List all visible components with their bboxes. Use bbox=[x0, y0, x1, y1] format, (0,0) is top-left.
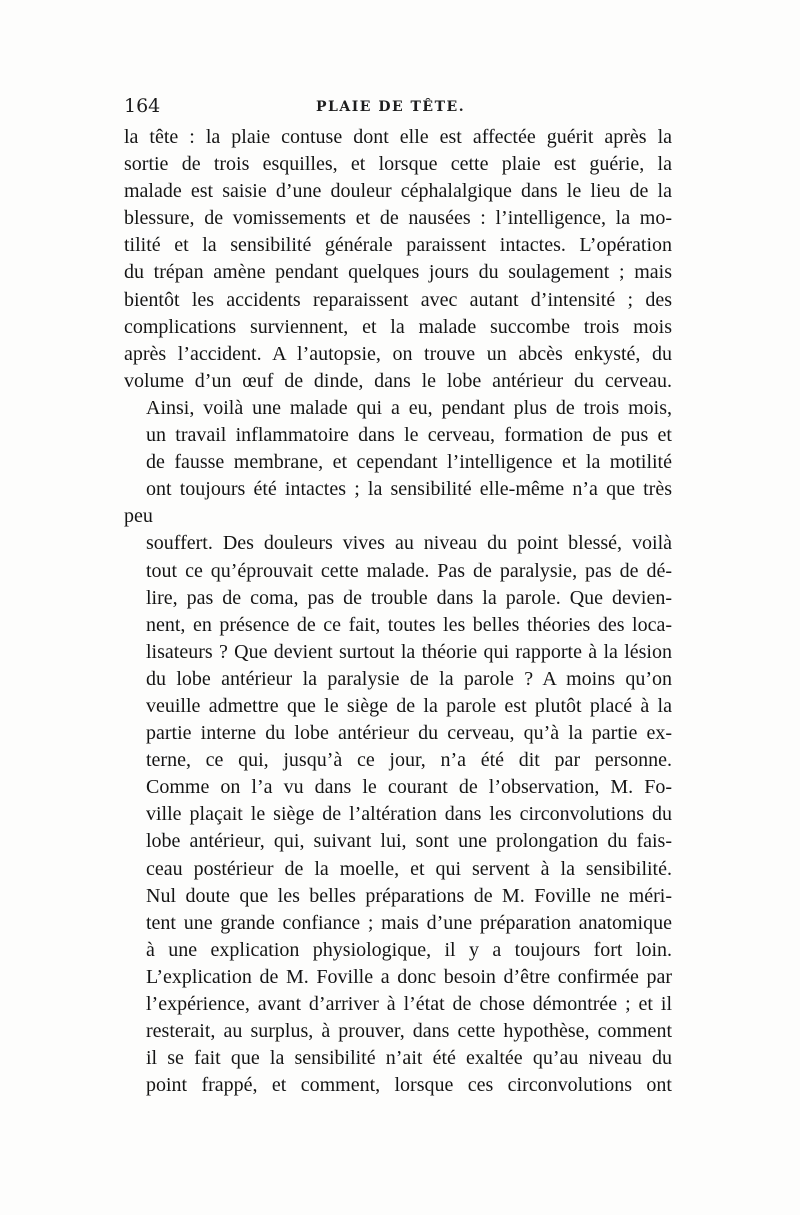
text-line: du trépan amène pendant quelques jours du soulagement ; mais bbox=[124, 261, 672, 284]
text-line: tent une grande confiance ; mais d’une préparation anatomique bbox=[146, 911, 672, 934]
text-line: point frappé, et comment, lorsque ces circonvolutions ont bbox=[146, 1074, 672, 1097]
paragraph-3-lines bbox=[124, 774, 672, 882]
text-line: lobe antérieur, qui, suivant lui, sont une prolongation du fais- bbox=[146, 830, 672, 853]
text-line: tout ce qu’éprouvait cette malade. Pas de paralysie, pas de dé- bbox=[146, 559, 672, 582]
text-line: souffert. Des douleurs vives au niveau du point blessé, voilà bbox=[146, 532, 672, 555]
text-line: ceau postérieur de la moelle, et qui servent à la sensibilité. bbox=[146, 857, 672, 880]
text-line: la tête : la plaie contuse dont elle est affectée guérit après la bbox=[124, 126, 672, 148]
text-line: lire, pas de coma, pas de trouble dans la parole. Que devien- bbox=[146, 586, 672, 609]
text-line: du lobe antérieur la paralysie de la parole ? A moins qu’on bbox=[146, 667, 672, 690]
text-line: resterait, au surplus, à prouver, dans cette hypothèse, comment bbox=[146, 1020, 672, 1043]
page-header bbox=[124, 95, 672, 121]
text-line: partie interne du lobe antérieur du cerveau, qu’à la partie ex- bbox=[146, 722, 672, 745]
running-title: PLAIE DE TÊTE. bbox=[316, 99, 466, 115]
text-line: nent, en présence de ce fait, toutes les belles théories des loca- bbox=[146, 613, 672, 636]
text-line: ont toujours été intactes ; la sensibilité elle-même n’a que très peu bbox=[124, 478, 672, 528]
text-line: volume d’un œuf de dinde, dans le lobe antérieur du cerveau. bbox=[124, 369, 672, 392]
text-line: de fausse membrane, et cependant l’intelligence et la motilité bbox=[146, 451, 672, 474]
text-line: veuille admettre que le siège de la parole est plutôt placé à la bbox=[146, 694, 672, 717]
text-line: L’explication de M. Foville a donc besoin d’être confirmée par bbox=[146, 965, 672, 988]
body-text bbox=[124, 124, 672, 1099]
paragraph-1 bbox=[124, 124, 672, 395]
text-line: blessure, de vomissements et de nausées : l’intelligence, la mo- bbox=[124, 207, 672, 230]
paragraph-2 bbox=[124, 395, 672, 774]
text-line: ville plaçait le siège de l’altération dans les circonvolutions du bbox=[146, 803, 672, 826]
text-line: Ainsi, voilà une malade qui a eu, pendant plus de trois mois, bbox=[146, 396, 672, 419]
text-line: après l’accident. A l’autopsie, on trouve un abcès enkysté, du bbox=[124, 342, 672, 365]
text-line: à une explication physiologique, il y a toujours fort loin. bbox=[146, 938, 672, 961]
text-line: malade est saisie d’une douleur céphalalgique dans le lieu de la bbox=[124, 180, 672, 203]
paragraph-3 bbox=[124, 774, 672, 882]
text-line: complications surviennent, et la malade succombe trois mois bbox=[124, 315, 672, 338]
text-line: lisateurs ? Que devient surtout la théorie qui rapporte à la lésion bbox=[146, 640, 672, 663]
paragraph-1-lines bbox=[124, 124, 672, 395]
text-line: il se fait que la sensibilité n’ait été exaltée qu’au niveau du bbox=[146, 1047, 672, 1070]
text-line: terne, ce qui, jusqu’à ce jour, n’a été dit par personne. bbox=[146, 749, 672, 772]
text-line: l’expérience, avant d’arriver à l’état de chose démontrée ; et il bbox=[146, 993, 672, 1015]
paragraph-4 bbox=[124, 883, 672, 1100]
text-line: Comme on l’a vu dans le courant de l’observation, M. Fo- bbox=[146, 776, 672, 799]
text-line: un travail inflammatoire dans le cerveau, formation de pus et bbox=[146, 424, 672, 447]
paragraph-4-lines bbox=[124, 883, 672, 1100]
text-line: Nul doute que les belles préparations de M. Foville ne méri- bbox=[146, 884, 672, 907]
page-number: 164 bbox=[124, 95, 161, 117]
paragraph-2-lines bbox=[124, 395, 672, 774]
text-line: tilité et la sensibilité générale paraissent intactes. L’opération bbox=[124, 234, 672, 257]
text-line: sortie de trois esquilles, et lorsque cette plaie est guérie, la bbox=[124, 153, 672, 176]
text-line: bientôt les accidents reparaissent avec autant d’intensité ; des bbox=[124, 288, 672, 311]
